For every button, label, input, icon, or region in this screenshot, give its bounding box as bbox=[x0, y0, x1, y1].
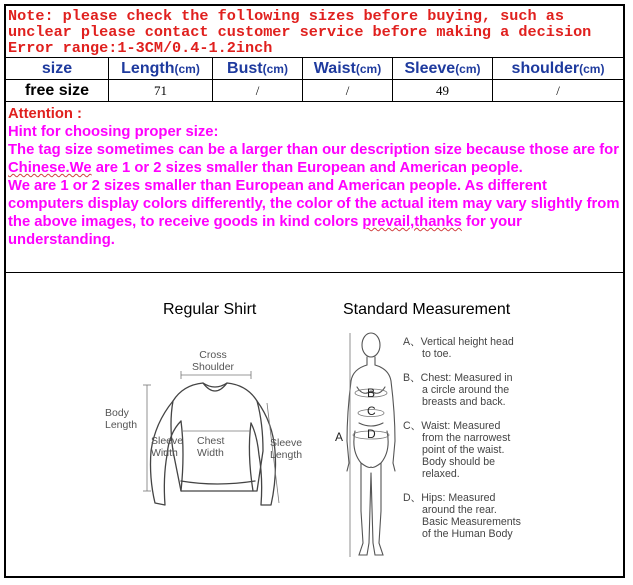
body-letter-c: C bbox=[367, 404, 376, 418]
body-letter-b: B bbox=[367, 386, 376, 400]
legend-d: D、Hips: Measured around the rear. Basic Measurements of the Human Body bbox=[403, 492, 521, 540]
cell-length: 71 bbox=[109, 80, 213, 102]
legend-c: C、Waist: Measured from the narrowest point of the waist. Body should be relaxed. bbox=[403, 420, 511, 480]
sleeve-width-label: Sleeve Width bbox=[151, 435, 184, 459]
sleeve-length-label: Sleeve Length bbox=[270, 437, 303, 461]
attention-title: Attention : bbox=[8, 106, 82, 122]
header-sleeve: Sleeve(cm) bbox=[393, 58, 493, 80]
cell-shoulder: / bbox=[493, 80, 624, 102]
size-table-header-row bbox=[6, 58, 624, 80]
attention-paragraph-1: The tag size sometimes can be a larger than our description size because those are for Chinese.We are 1 or 2 sizes smaller than European and American people. bbox=[8, 142, 619, 176]
header-shoulder: shoulder(cm) bbox=[493, 58, 624, 80]
attention-paragraph-2: We are 1 or 2 sizes smaller than European and American people. As different computers display colors differently, the color of the actual item may vary slightly from the above images, to receive goods in kind colors prevail,thanks for your understanding. bbox=[8, 178, 620, 248]
cell-size: free size bbox=[6, 80, 109, 102]
measurement-diagram bbox=[5, 273, 624, 578]
measurement-title: Standard Measurement bbox=[343, 301, 511, 318]
header-waist: Waist(cm) bbox=[303, 58, 393, 80]
attention-hint: Hint for choosing proper size: bbox=[8, 124, 219, 140]
body-letter-a: A bbox=[335, 430, 344, 444]
cell-bust: / bbox=[213, 80, 303, 102]
size-table bbox=[5, 57, 624, 102]
cross-shoulder-label: Cross Shoulder bbox=[192, 349, 235, 373]
body-length-label: Body Length bbox=[105, 407, 138, 431]
diagram-drawings bbox=[5, 273, 624, 578]
cell-waist: / bbox=[303, 80, 393, 102]
header-size: size bbox=[6, 58, 109, 80]
note-line-3: Error range:1-3CM/0.4-1.2inch bbox=[8, 39, 273, 57]
cell-sleeve: 49 bbox=[393, 80, 493, 102]
note-line-1: Note: please check the following sizes before buying, such as bbox=[8, 7, 564, 25]
body-letter-d: D bbox=[367, 427, 376, 441]
header-length: Length(cm) bbox=[109, 58, 213, 80]
size-note bbox=[8, 8, 608, 56]
body-figure bbox=[347, 333, 395, 555]
shirt-title: Regular Shirt bbox=[163, 301, 257, 318]
chest-width-label: Chest Width bbox=[197, 435, 225, 459]
legend-b: B、Chest: Measured in a circle around the breasts and back. bbox=[403, 372, 513, 408]
note-line-2: unclear please contact customer service before making a decision bbox=[8, 23, 592, 41]
legend-a: A、Vertical height head to toe. bbox=[403, 336, 514, 360]
header-bust: Bust(cm) bbox=[213, 58, 303, 80]
attention-block bbox=[8, 105, 620, 249]
table-row bbox=[6, 80, 624, 102]
